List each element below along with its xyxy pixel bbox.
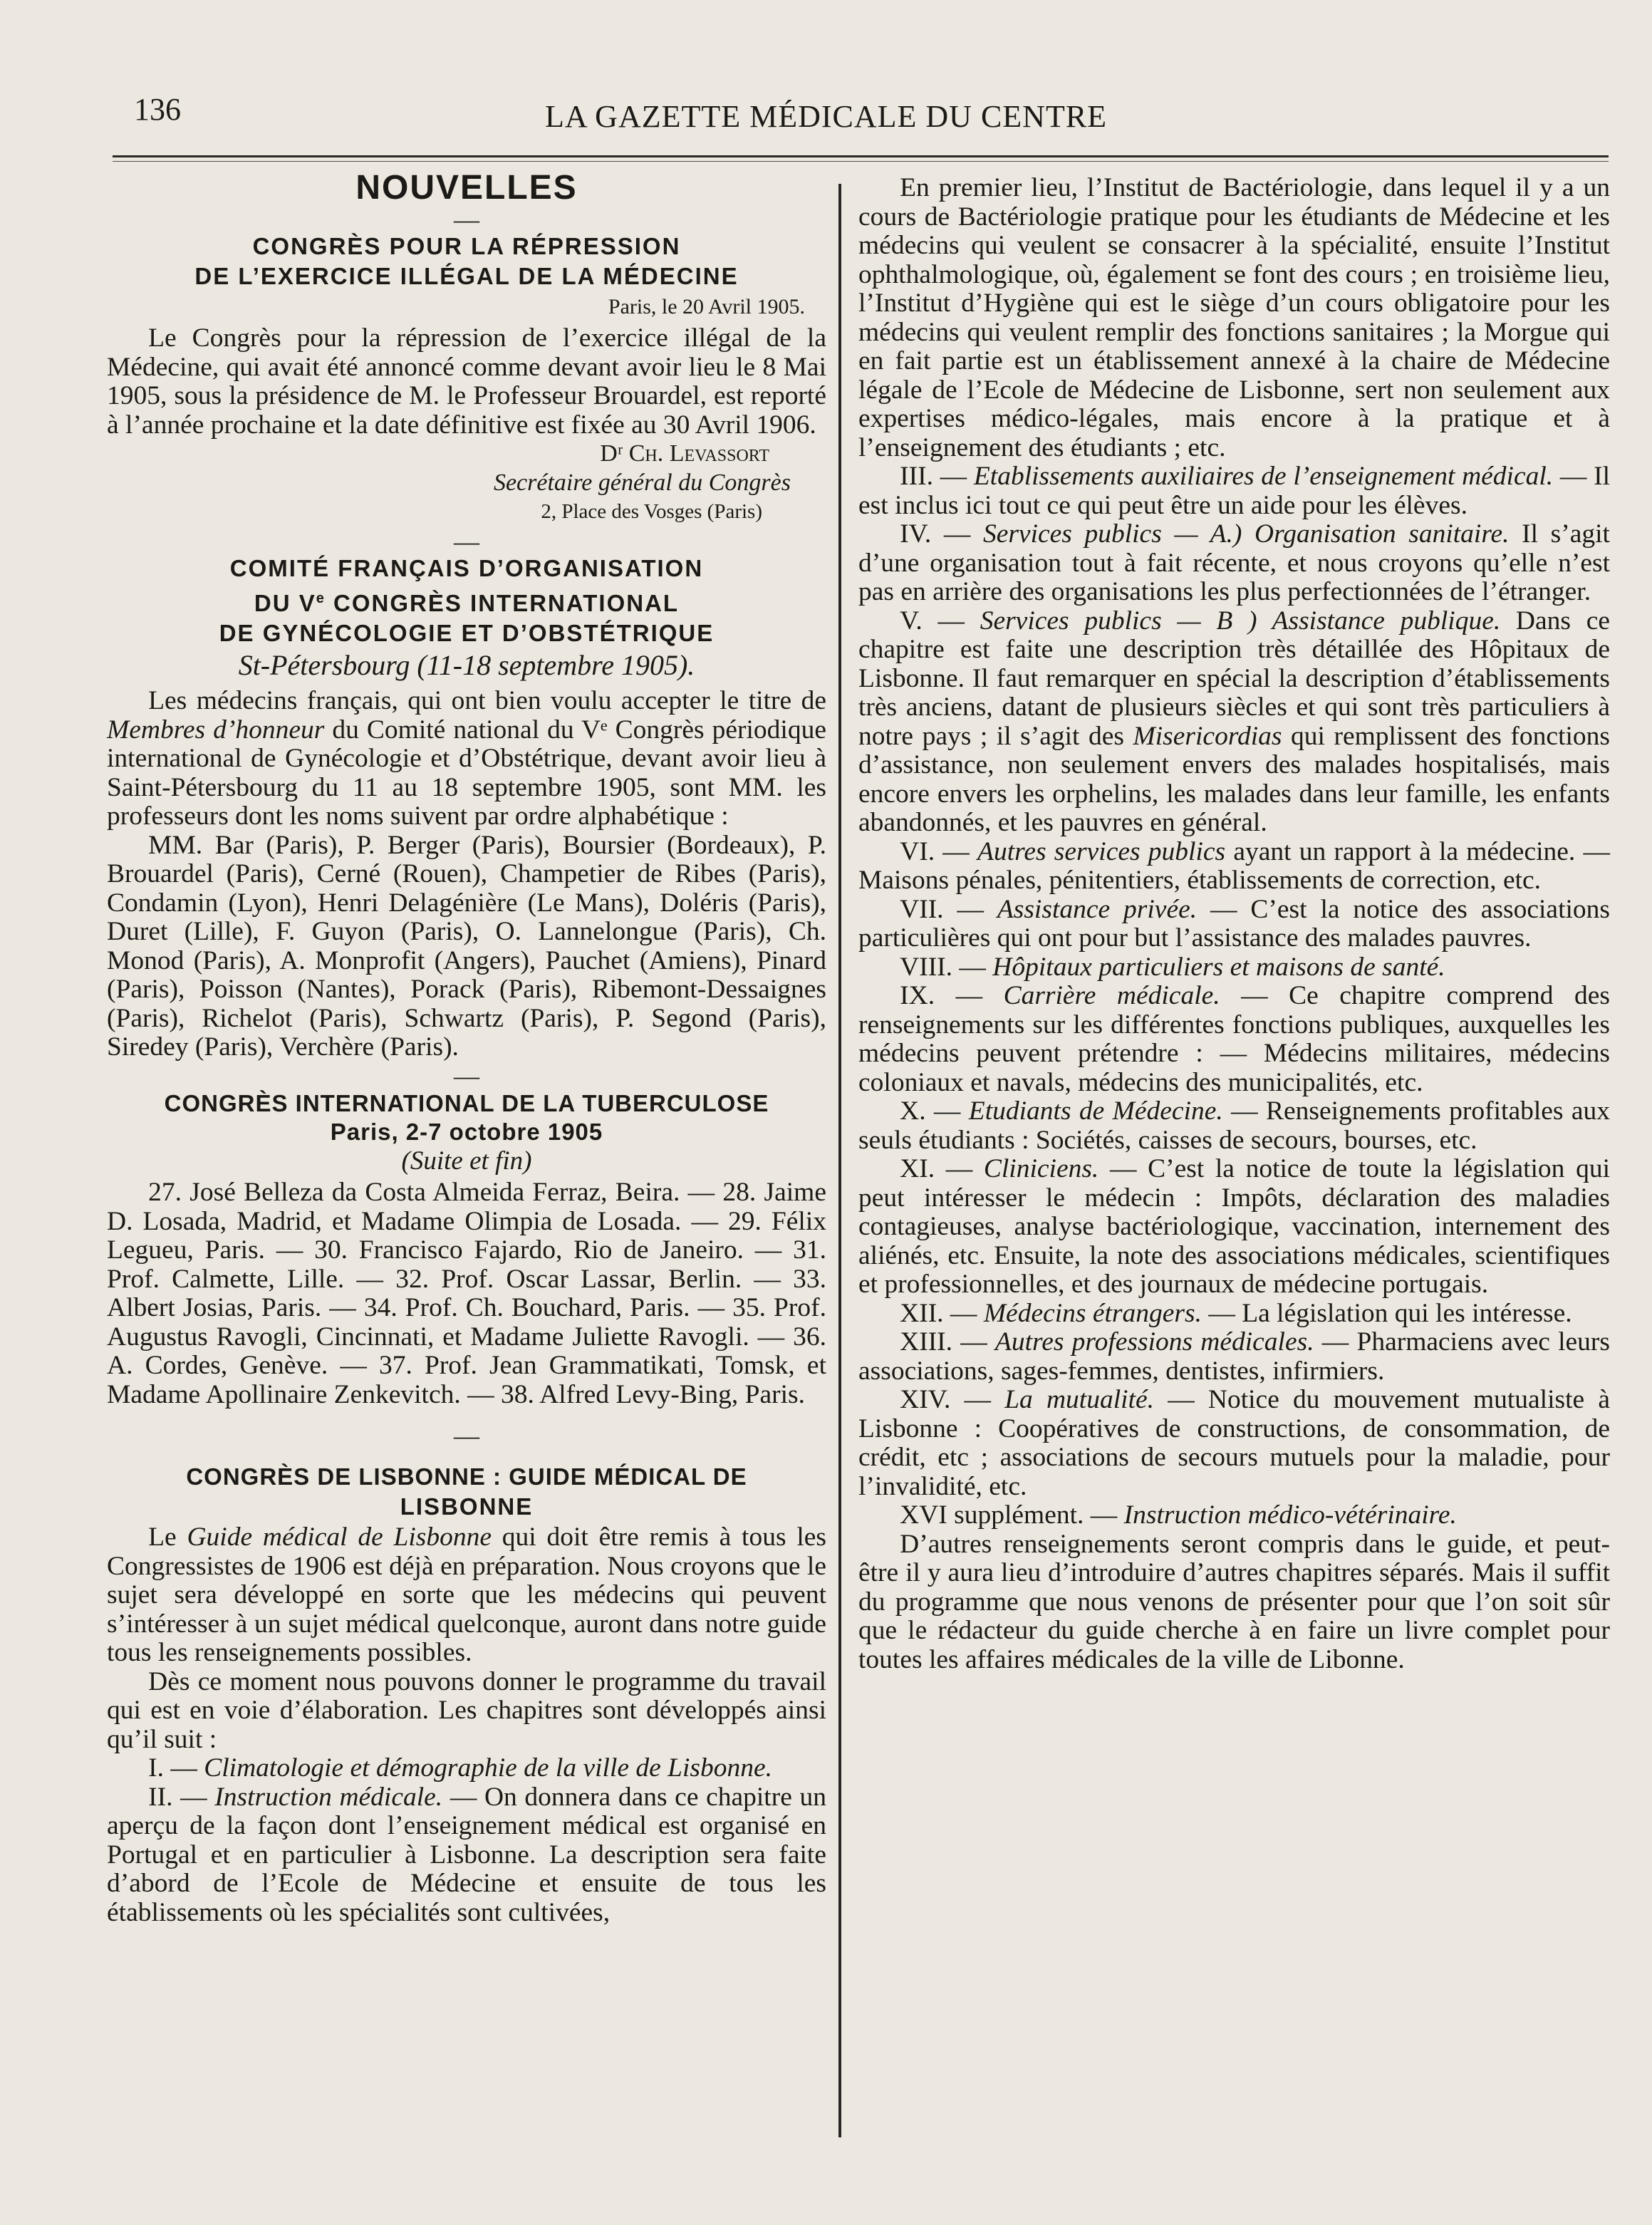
left-column <box>107 169 826 1927</box>
article-subtitle: Paris, 2-7 octobre 1905 <box>330 1119 603 1145</box>
signature-address: 2, Place des Vosges (Paris) <box>541 500 762 523</box>
article-tuberculose <box>107 1089 826 1410</box>
article-title: LISBONNE <box>400 1493 534 1520</box>
article-body: 27. José Belleza da Costa Almeida Ferraz, Beira. — 28. Jaime D. Losada, Madrid, et Madame Olimpia de Losada. — 29. Félix Legueu, Paris. — 30. Francisco Fajardo, Rio de Janeiro. — 31. Prof. Calmette, Lille. — 32. Prof. Oscar Lassar, Berlin. — 33. Albert Josias, Paris. — 34. Prof. Ch. Bouchard, Paris. — 35. Prof. Augustus Ravogli, Cincinnati, et Madame Juliette Ravogli. — 36. A. Cordes, Genève. — 37. Prof. Jean Grammatikati, Tomsk, et Madame Apollinaire Zenkevitch. — 38. Alfred Levy-Bing, Paris. <box>107 1178 826 1409</box>
article-body: Le Congrès pour la répression de l’exercice illégal de la Médecine, qui avait été annoncé comme devant avoir lieu le 8 Mai 1905, sous la présidence de M. le Professeur Brouardel, est reporté à l’année prochaine et la date définitive est fixée au 30 Avril 1906. <box>107 323 826 440</box>
article-body: Dès ce moment nous pouvons donner le programme du travail qui est en voie d’élaboration. Les chapitres sont développés ainsi qu’il suit : <box>107 1666 826 1754</box>
chapter-item: V. — Services publics — B ) Assistance publique. Dans ce chapitre est faite une description très détaillée des Hôpitaux de Lisbonne. Il faut remarquer en spécial la description d’établissements très anciens, datant de plusieurs siècles et qui sont très particuliers à notre pays ; il s’agit des Misericordias qui remplissent des fonctions d’assistance, non seulement envers des malades hospitalisés, mais encore envers les orphelins, les malades dans leur famille, les enfants abandonnés, et les pauvres en général. <box>858 606 1611 837</box>
chapter-item: XIII. — Autres professions médicales. — Pharmaciens avec leurs associations, sages-femmes, dentistes, infirmiers. <box>858 1327 1610 1386</box>
chapter-item: IX. — Carrière médicale. — Ce chapitre comprend des renseignements sur les différentes fonctions publiques, auxquelles les médecins peuvent prétendre : — Médecins militaires, médecins coloniaux et navals, médecins des municipalités, etc. <box>858 981 1610 1097</box>
article-comite-gynecologie <box>107 555 826 1062</box>
article-congres-repression <box>107 233 826 527</box>
chapter-item: IV. — Services publics — A.) Organisation sanitaire. Il s’agit d’une organisation tout à fait récente, et nous croyons qu’elle n’est pas en arrière des organisations les plus perfectionnées de l’étranger. <box>858 519 1610 606</box>
chapter-item: III. — Etablissements auxiliaires de l’enseignement médical. — Il est inclus ici tout ce qui peut être un aide pour les élèves. <box>858 462 1610 520</box>
separator: — <box>454 204 479 234</box>
chapter-item: VII. — Assistance privée. — C’est la notice des associations particulières qui ont pour but l’assistance des malades pauvres. <box>858 894 1611 953</box>
chapter-item: XII. — Médecins étrangers. — La législation qui les intéresse. <box>900 1298 1572 1328</box>
chapter-item: X. — Etudiants de Médecine. — Renseignements profitables aux seuls étudiants : Sociétés, caisses de secours, bourses, etc. <box>858 1096 1610 1155</box>
article-title: DE L’EXERCICE ILLÉGAL DE LA MÉDECINE <box>194 262 739 289</box>
signature-role: Secrétaire général du Congrès <box>493 469 791 496</box>
article-title: CONGRÈS DE LISBONNE : GUIDE MÉDICAL DE <box>186 1463 747 1490</box>
dateline: Paris, le 20 Avril 1905. <box>608 294 805 318</box>
header-rule <box>113 155 1609 157</box>
header-rule-thin <box>113 161 1609 162</box>
section-title: NOUVELLES <box>355 169 578 207</box>
article-note: (Suite et fin) <box>401 1146 532 1176</box>
separator: — <box>454 1421 479 1450</box>
separator: — <box>454 527 479 556</box>
article-title: DU Ve CONGRÈS INTERNATIONAL <box>254 589 680 616</box>
chapter-item: XVI supplément. — Instruction médico-vétérinaire. <box>900 1500 1457 1530</box>
chapter-item: VIII. — Hôpitaux particuliers et maisons de santé. <box>900 952 1445 982</box>
chapter-item: XI. — Cliniciens. — C’est la notice de toute la législation qui peut intéresser le médecin : Impôts, déclaration des maladies contagieuses, analyse bactériologique, vaccination, internement des aliénés, etc. Ensuite, la note des associations médicales, scientifiques et professionnelles, et des journaux de médecine portugais. <box>858 1154 1610 1299</box>
member-list: MM. Bar (Paris), P. Berger (Paris), Boursier (Bordeaux), P. Brouardel (Paris), Cerné (Rouen), Champetier de Ribes (Paris), Condamin (Lyon), Henri Delagénière (Le Mans), Doléris (Paris), Duret (Lille), F. Guyon (Paris), O. Lannelongue (Paris), Ch. Monod (Paris), A. Monprofit (Angers), Pauchet (Amiens), Pinard (Paris), Poisson (Nantes), Porack (Paris), Ribemont-Dessaignes (Paris), Richelot (Paris), Schwartz (Paris), P. Segond (Paris), Siredey (Paris), Verchère (Paris). <box>107 830 826 1062</box>
article-body: Les médecins français, qui ont bien voulu accepter le titre de Membres d’honneur du Comité national du Vᵉ Congrès périodique international de Gynécologie et d’Obstétrique, devant avoir lieu à Saint-Pétersbourg du 11 au 18 septembre 1905, sont MM. les professeurs dont les noms suivent par ordre alphabétique : <box>107 686 826 831</box>
chapter-item: XIV. — La mutualité. — Notice du mouvement mutualiste à Lisbonne : Coopératives de constructions, de consommation, de crédit, etc ; associations de secours mutuels pour la maladie, pour l’invalidité, etc. <box>858 1385 1610 1501</box>
article-lisbonne <box>107 1463 826 1927</box>
article-body: En premier lieu, l’Institut de Bactériologie, dans lequel il y a un cours de Bactériologie pratique pour les étudiants de Médecine et les médecins qui veulent se consacrer à la spécialité, ensuite l’Institut ophthalmologique, où, également se font des cours ; en troisième lieu, l’Institut d’Hygiène qui est le siège d’un cours obligatoire pour les médecins qui veulent remplir des fonctions sanitaires ; la Morgue qui en fait partie est un établissement annexé à la chaire de Médecine légale de l’Ecole de Médecine de Lisbonne, sert non seulement aux expertises médico-légales, mais encore à la pratique et à l’enseignement des étudiants ; etc. <box>858 173 1610 462</box>
column-divider <box>838 184 841 2137</box>
chapter-item: VI. — Autres services publics ayant un rapport à la médecine. — Maisons pénales, pénitentiers, établissements de correction, etc. <box>858 836 1611 895</box>
signature: Dʳ Ch. Levassort <box>600 440 769 467</box>
article-title: CONGRÈS INTERNATIONAL DE LA TUBERCULOSE <box>164 1089 769 1116</box>
chapter-item: II. — Instruction médicale. — On donnera dans ce chapitre un aperçu de la façon dont l’enseignement médical est organisé en Portugal et en particulier à Lisbonne. La description sera faite d’abord de l’Ecole de Médecine et ensuite de tous les établissements où les spécialités sont cultivées, <box>107 1782 826 1927</box>
page-number: 136 <box>134 92 181 127</box>
article-body: D’autres renseignements seront compris dans le guide, et peut-être il y aura lieu d’introduire d’autres chapitres séparés. Mais il suffit du programme que nous venons de présenter pour que l’on soit sûr que le rédacteur du guide cherche à en faire un livre complet pour toutes les affaires médicales de la ville de Libonne. <box>858 1529 1610 1674</box>
right-column <box>858 174 1610 1674</box>
article-title: CONGRÈS POUR LA RÉPRESSION <box>252 232 681 259</box>
article-title: COMITÉ FRANÇAIS D’ORGANISATION <box>229 554 704 581</box>
running-title: LA GAZETTE MÉDICALE DU CENTRE <box>544 99 1108 134</box>
separator: — <box>454 1061 479 1090</box>
article-title: DE GYNÉCOLOGIE ET D’OBSTÉTRIQUE <box>219 619 715 646</box>
article-body: Le Guide médical de Lisbonne qui doit être remis à tous les Congressistes de 1906 est déjà en préparation. Nous croyons que le sujet sera développé en sorte que les médecins qui peuvent s’intéresser à un sujet médical quelconque, auront dans notre guide tous les renseignements possibles. <box>107 1523 826 1667</box>
chapter-item: I. — Climatologie et démographie de la ville de Lisbonne. <box>148 1753 773 1783</box>
article-place: St-Pétersbourg (11-18 septembre 1905). <box>238 648 695 681</box>
